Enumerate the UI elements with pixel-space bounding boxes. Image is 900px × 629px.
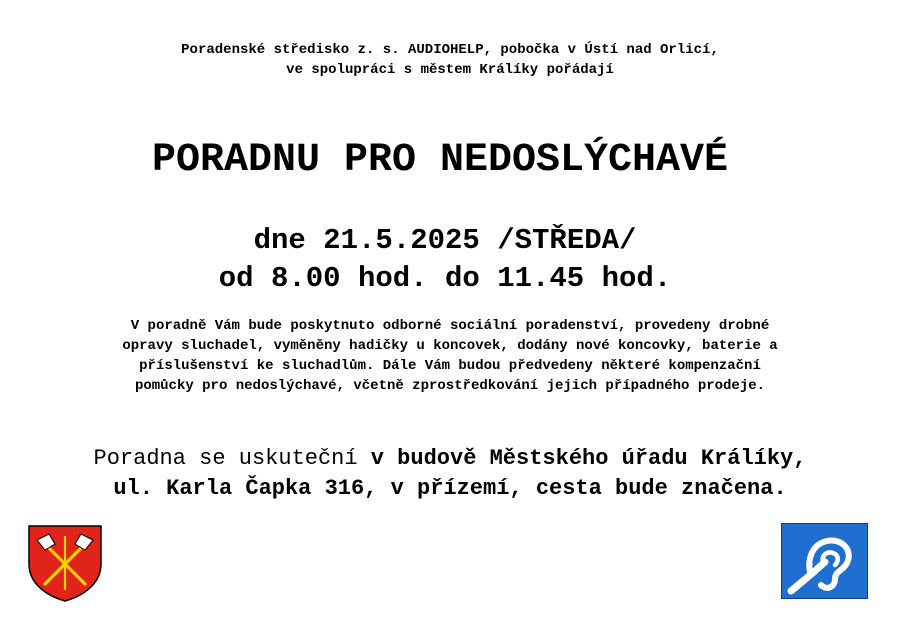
schedule (0, 222, 890, 298)
organizer-header (0, 40, 900, 80)
kraliky-coat-of-arms-icon (27, 524, 103, 602)
poster-title: PORADNU PRO NEDOSLÝCHAVÉ (151, 138, 729, 183)
event-time: od 8.00 hod. do 11.45 hod. (218, 262, 672, 295)
description-line-4: pomůcky pro nedoslýchavé, včetně zprostředkování jejich případného prodeje. (134, 378, 766, 394)
description-line-1: V poradně Vám bude poskytnuto odborné sociální poradenství, provedeny drobné (130, 318, 770, 334)
event-date: dne 21.5.2025 /STŘEDA/ (253, 224, 637, 257)
location-building: v budově Městského úřadu Králíky, (370, 446, 807, 471)
location-line-1 (0, 444, 900, 474)
header-line-2: ve spolupráci s městem Králíky pořádají (286, 62, 614, 78)
description-line-2: opravy sluchadel, vyměněny hadičky u koncovek, dodány nové koncovky, baterie a (122, 338, 778, 354)
description-line-3: příslušenství ke sluchadlům. Dále Vám budou předvedeny některé kompenzační (139, 358, 761, 374)
event-location (0, 444, 900, 504)
hearing-loop-icon (781, 523, 868, 599)
location-address (0, 474, 900, 504)
location-address-text: ul. Karla Čapka 316, v přízemí, cesta bude značena. (113, 476, 787, 501)
service-description (20, 316, 880, 396)
header-line-1: Poradenské středisko z. s. AUDIOHELP, pobočka v Ústí nad Orlicí, (181, 42, 719, 58)
location-intro: Poradna se uskuteční (93, 446, 371, 471)
